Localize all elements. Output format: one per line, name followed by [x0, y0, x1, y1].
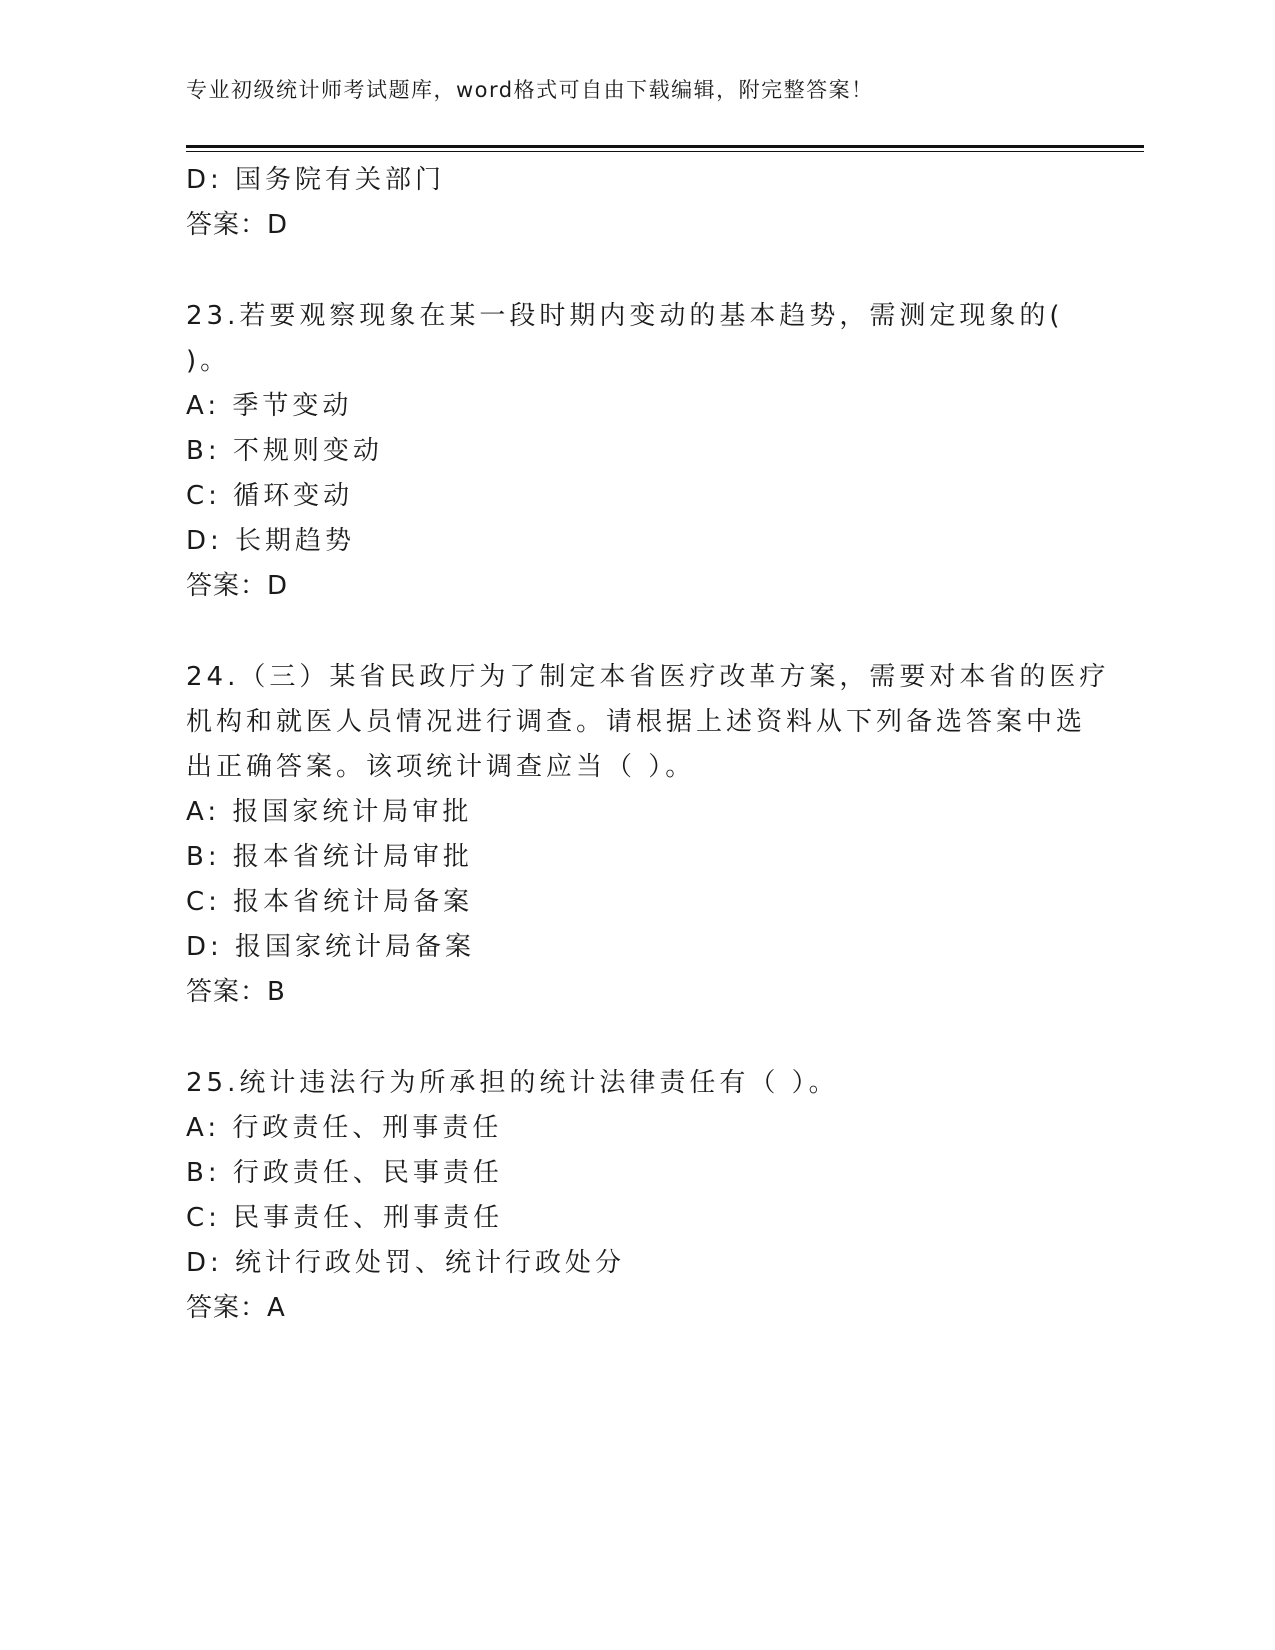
answer: 答案：B — [186, 977, 286, 1007]
answer: 答案：D — [186, 571, 289, 601]
option-b: B: 报本省统计局审批 — [186, 842, 473, 872]
option-b: B: 行政责任、民事责任 — [186, 1158, 503, 1188]
question-stem: 出正确答案。该项统计调查应当（ ）。 — [186, 752, 696, 782]
question-stem: 23.若要观察现象在某一段时期内变动的基本趋势，需测定现象的( — [186, 301, 1064, 331]
option-d: D: 统计行政处罚、统计行政处分 — [186, 1248, 626, 1278]
option-d: D: 报国家统计局备案 — [186, 932, 476, 962]
question-stem: )。 — [186, 346, 231, 376]
answer: 答案：A — [186, 1293, 286, 1323]
question-stem: 机构和就医人员情况进行调查。请根据上述资料从下列备选答案中选 — [186, 707, 1087, 737]
question-stem: 25.统计违法行为所承担的统计法律责任有（ ）。 — [186, 1068, 839, 1098]
page-header: 专业初级统计师考试题库，word格式可自由下载编辑，附完整答案！ — [186, 78, 874, 102]
header-rule-thick — [186, 145, 1144, 148]
question-stem: 24.（三）某省民政厅为了制定本省医疗改革方案，需要对本省的医疗 — [186, 662, 1110, 692]
option-c: C: 报本省统计局备案 — [186, 887, 474, 917]
option-c: C: 循环变动 — [186, 481, 354, 511]
option-a: A: 季节变动 — [186, 391, 353, 421]
header-rule-thin — [186, 151, 1144, 152]
option-d: D: 长期趋势 — [186, 526, 356, 556]
option-a: A: 行政责任、刑事责任 — [186, 1113, 503, 1143]
option-b: B: 不规则变动 — [186, 436, 383, 466]
option-c: C: 民事责任、刑事责任 — [186, 1203, 504, 1233]
question-content — [186, 158, 1110, 1331]
option-a: A: 报国家统计局审批 — [186, 797, 473, 827]
option-d: D: 国务院有关部门 — [186, 165, 446, 195]
answer: 答案：D — [186, 210, 289, 240]
